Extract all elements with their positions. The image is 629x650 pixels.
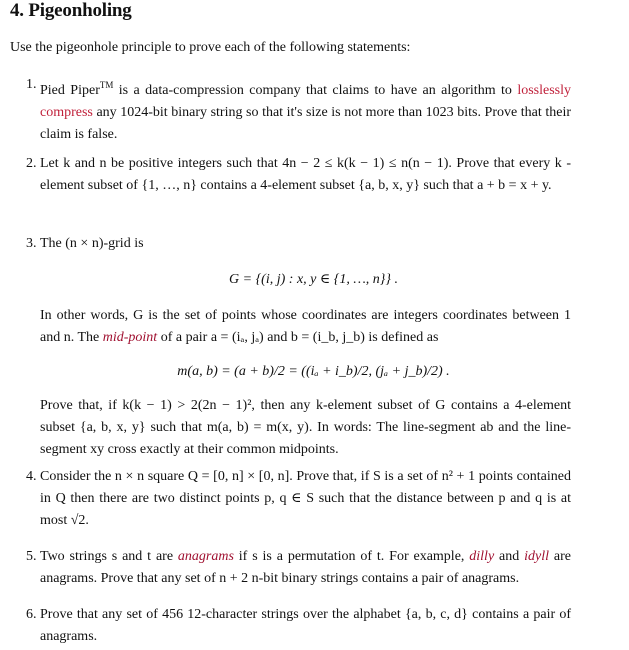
- problem-number: 1.: [26, 77, 37, 92]
- problem-5: [26, 546, 571, 590]
- problem-paragraph: [40, 305, 571, 349]
- intro-text: Use the pigeonhole principle to prove each of the following statements:: [10, 40, 411, 55]
- problem-4: [26, 466, 571, 532]
- mid-point-term[interactable]: mid-point: [102, 330, 158, 345]
- problem-body: Consider the n × n square Q = [0, n] × [0, n]. Prove that, if S is a set of n² + 1 points contained in Q then there are two distinct points p, q ∈ S such that the distance between p and q is at most √2.: [40, 469, 571, 528]
- problem-text: Pied Piper: [40, 83, 100, 98]
- problem-text: In other words, G is the set of points whose coordinates are integers coordinates between 1 and n. The: [40, 308, 571, 345]
- problem-text: if s is a permutation of t. For example,: [233, 549, 470, 564]
- grid-definition-equation: G = {(i, j) : x, y ∈ {1, …, n}} .: [229, 272, 398, 287]
- problem-number: 4.: [26, 469, 37, 484]
- problem-2: [26, 153, 571, 197]
- midpoint-equation: m(a, b) = (a + b)/2 = ((iₐ + i_b)/2, (jₐ + j_b)/2) .: [177, 364, 450, 379]
- problem-text: of a pair a = (iₐ, jₐ) and b = (i_b, j_b) is defined as: [157, 330, 439, 345]
- problem-text: Two strings s and t are: [40, 549, 178, 564]
- problem-paragraph: Prove that, if k(k − 1) > 2(2n − 1)², then any k-element subset of G contains a 4-element subset {a, b, x, y} such that m(a, b) = m(x, y). In words: The line-segment ab and the line-segment xy cross exactly at their common midpoints.: [40, 398, 571, 457]
- trademark-mark: TM: [99, 80, 114, 90]
- problem-6: [26, 604, 571, 648]
- section-title: 4. Pigeonholing: [10, 0, 132, 21]
- problem-number: 5.: [26, 549, 37, 564]
- problem-body: Let k and n be positive integers such that 4n − 2 ≤ k(k − 1) ≤ n(n − 1). Prove that every k -element subset of {1, …, n} contains a 4-element subset {a, b, x, y} such that a + b = x + y.: [40, 156, 571, 193]
- problem-lead: The (n × n)-grid is: [40, 236, 144, 251]
- problem-body: Prove that any set of 456 12-character strings over the alphabet {a, b, c, d} contains a pair of anagrams.: [40, 607, 571, 644]
- problem-text: are anagrams. Prove that any set of n + 2 n-bit binary strings contains a pair of anagrams.: [40, 549, 571, 586]
- example-word-dilly: dilly: [469, 549, 495, 564]
- problem-3: [26, 233, 571, 461]
- problem-number: 6.: [26, 607, 37, 622]
- example-word-idyll: idyll: [524, 549, 550, 564]
- problem-text: and: [494, 549, 525, 564]
- problem-1: [26, 74, 571, 146]
- problem-body: [40, 74, 571, 146]
- problem-text: is a data-compression company that claims to have an algorithm to: [113, 83, 518, 98]
- problem-text: any 1024-bit binary string so that it's size is not more than 1023 bits. Prove that their claim is false.: [40, 105, 571, 142]
- problem-body: [40, 546, 571, 590]
- losslessly-compress-link[interactable]: losslessly compress: [40, 83, 571, 120]
- problem-number: 3.: [26, 236, 37, 251]
- problem-number: 2.: [26, 156, 37, 171]
- anagrams-term[interactable]: anagrams: [177, 549, 234, 564]
